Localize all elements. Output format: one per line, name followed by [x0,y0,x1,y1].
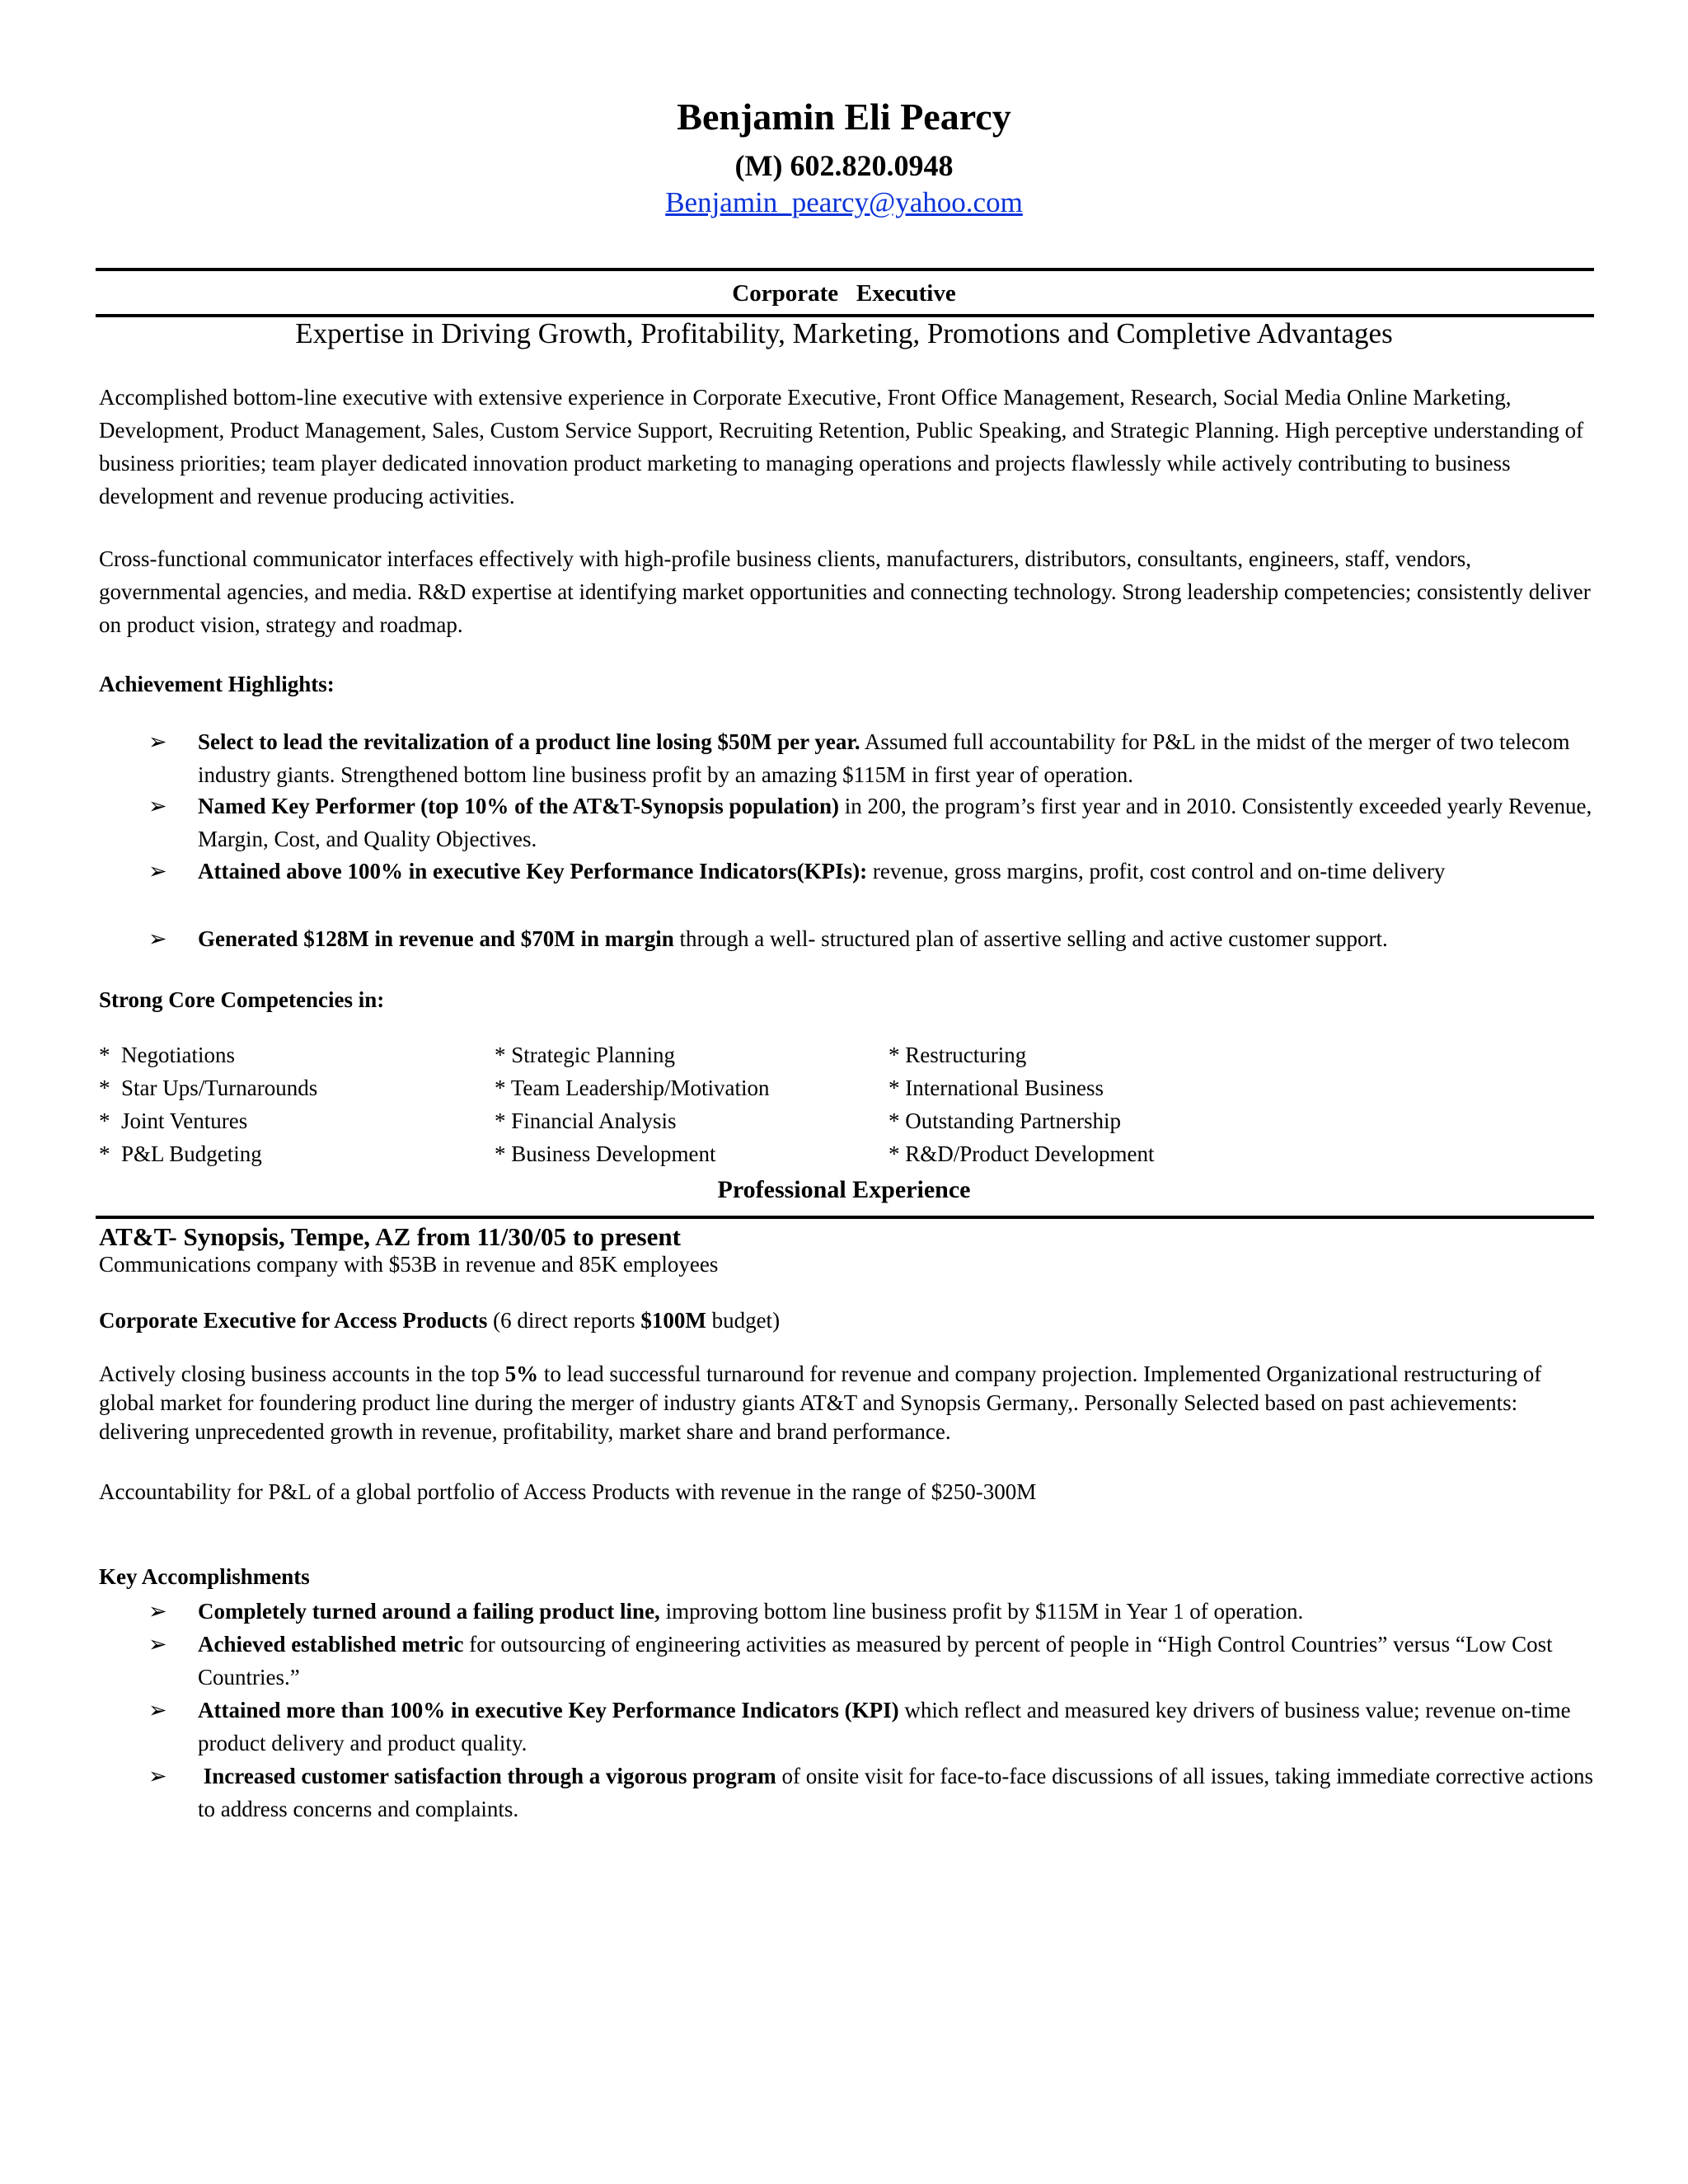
competency-item: * Strategic Planning [495,1043,675,1067]
accomplishment-bold: Attained more than 100% in executive Key Performance Indicators (KPI) [198,1698,899,1722]
experience-text: to lead successful turnaround for revenue and company projection. Implemented Organizational restructuring of global market for foundering product line during the merger of industry giants AT&T and Synopsis Germany,. Personally Selected based on past achievements: delivering unprecedented growth in revenue, profitability, market share and brand performance. [99,1361,1542,1444]
email-link[interactable]: Benjamin_pearcy@yahoo.com [665,186,1023,218]
accomplishment-bold: Completely turned around a failing product line, [198,1599,660,1624]
role-title: Corporate Executive for Access Products [99,1308,488,1333]
role-detail-end: budget) [706,1308,781,1333]
competency-item: * Team Leadership/Motivation [495,1076,770,1100]
top-rule [96,268,1594,271]
achievement-item [198,922,1595,955]
competency-item: * Joint Ventures [99,1108,248,1133]
competency-item: * Restructuring [889,1043,1027,1067]
accomplishment-text: which reflect and measured key drivers of business value; revenue on-time product delivery and product quality. [198,1698,1571,1755]
competency-item: * Star Ups/Turnarounds [99,1076,318,1100]
achievement-bold: Generated $128M in revenue and $70M in margin [198,926,674,951]
key-accomplishments-heading: Key Accomplishments [99,1564,310,1589]
achievement-item [198,855,1595,888]
role-budget: $100M [640,1308,706,1333]
experience-text: Actively closing business accounts in the top [99,1361,505,1386]
accomplishment-item [198,1760,1599,1825]
company-description: Communications company with $53B in revenue and 85K employees [99,1252,719,1277]
arrow-bullet-icon: ➢ [148,794,167,818]
achievement-text: in 200, the program’s first year and in 2010. Consistently exceeded yearly Revenue, Margin, Cost, and Quality Objectives. [198,794,1592,851]
achievement-bold: Named Key Performer (top 10% of the AT&T-Synopsis population) [198,794,840,818]
competency-item: * International Business [889,1076,1104,1100]
experience-rule [96,1216,1594,1219]
arrow-bullet-icon: ➢ [148,1599,167,1624]
experience-paragraph-2: Accountability for P&L of a global portfolio of Access Products with revenue in the range of $250-300M [99,1479,1037,1504]
accomplishment-item [198,1694,1595,1760]
arrow-bullet-icon: ➢ [148,926,167,951]
competency-item: * Outstanding Partnership [889,1108,1121,1133]
achievement-item [198,790,1595,855]
experience-bold: 5% [504,1361,539,1386]
competency-item: * Business Development [495,1141,716,1166]
achievements-heading: Achievement Highlights: [99,672,335,696]
accomplishment-bold: Increased customer satisfaction through a vigorous program [198,1764,776,1788]
achievement-text: through a well- structured plan of assertive selling and active customer support. [673,926,1388,951]
accomplishment-text: for outsourcing of engineering activities as measured by percent of people in “High Control Countries” versus “Low Cost Countries.” [198,1632,1553,1690]
role-detail: (6 direct reports [487,1308,641,1333]
achievement-text: Assumed full accountability for P&L in the midst of the merger of two telecom industry giants. Strengthened bottom line business profit by an amazing $115M in first year of operation. [198,729,1570,787]
summary-paragraph-1: Accomplished bottom-line executive with extensive experience in Corporate Executive, Front Office Management, Research, Social Media Online Marketing, Development, Product Management, Sales, Custom Service Support, Recruiting Retention, Public Speaking, and Strategic Planning. High perceptive understanding of business priorities; team player dedicated innovation product marketing to managing operations and projects flawlessly while actively contributing to business development and revenue producing activities. [99,385,1584,509]
achievement-bold: Select to lead the revitalization of a product line losing $50M per year. [198,729,860,754]
arrow-bullet-icon: ➢ [148,729,167,754]
experience-paragraph-1 [99,1360,1595,1446]
competency-item: * P&L Budgeting [99,1141,262,1166]
arrow-bullet-icon: ➢ [148,1764,167,1788]
competency-item: * R&D/Product Development [889,1141,1155,1166]
arrow-bullet-icon: ➢ [148,1698,167,1722]
accomplishment-bold: Achieved established metric [198,1632,464,1657]
tagline: Expertise in Driving Growth, Profitability, Marketing, Promotions and Completive Advantages [295,317,1393,349]
achievement-text: revenue, gross margins, profit, cost control and on-time delivery [867,859,1446,883]
job-title: Corporate Executive [732,280,956,307]
arrow-bullet-icon: ➢ [148,859,167,883]
company-line: AT&T- Synopsis, Tempe, AZ from 11/30/05 to present [99,1222,681,1251]
accomplishment-text: of onsite visit for face-to-face discussions of all issues, taking immediate corrective actions to address concerns and complaints. [198,1764,1599,1821]
competencies-heading: Strong Core Competencies in: [99,987,385,1012]
candidate-name: Benjamin Eli Pearcy [677,96,1011,138]
achievement-bold: Attained above 100% in executive Key Performance Indicators(KPIs): [198,859,868,883]
competency-item: * Negotiations [99,1043,235,1067]
summary-paragraph-2: Cross-functional communicator interfaces effectively with high-profile business clients, manufacturers, distributors, consultants, engineers, staff, vendors, governmental agencies, and media. R&D expertise at identifying market opportunities and connecting technology. Strong leadership competencies; consistently deliver on product vision, strategy and roadmap. [99,546,1591,637]
phone-number: (M) 602.820.0948 [734,149,954,182]
accomplishment-text: improving bottom line business profit by $115M in Year 1 of operation. [659,1599,1304,1624]
role-line [99,1304,1595,1337]
accomplishment-item [198,1628,1595,1694]
arrow-bullet-icon: ➢ [148,1632,167,1657]
competency-item: * Financial Analysis [495,1108,677,1133]
achievement-item [198,725,1595,791]
accomplishment-item [198,1595,1595,1628]
experience-heading: Professional Experience [717,1176,971,1203]
